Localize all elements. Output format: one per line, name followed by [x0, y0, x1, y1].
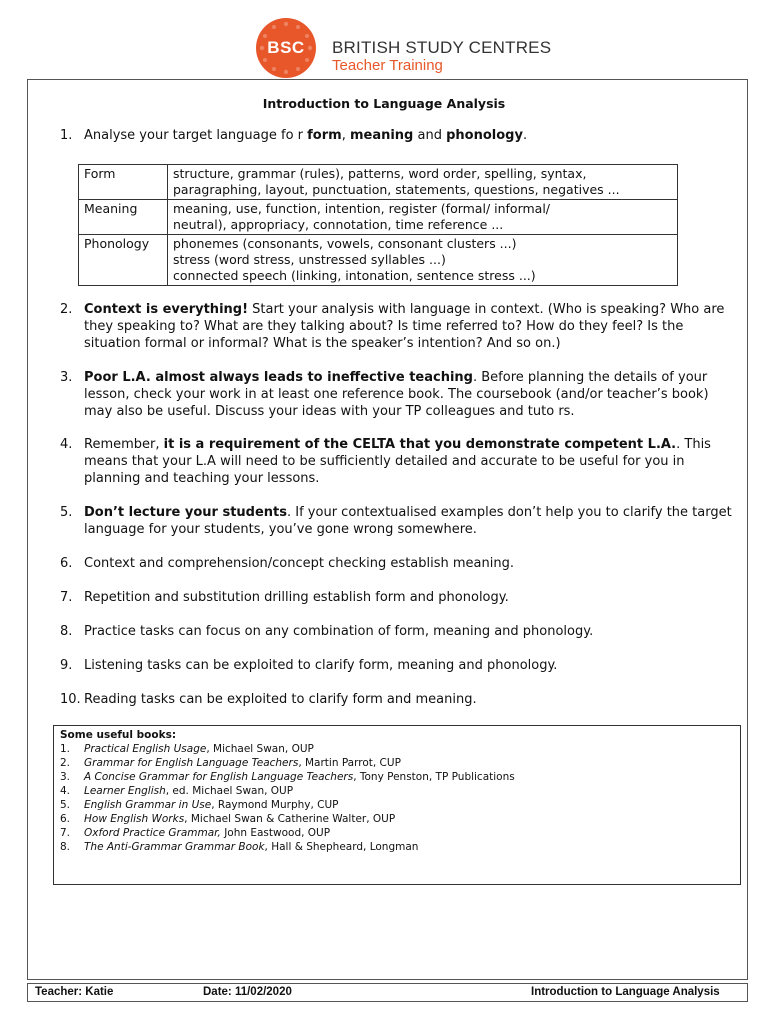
item-number: 4.: [60, 437, 73, 452]
item-number: 1.: [60, 128, 73, 143]
page-footer: [27, 983, 748, 1002]
books-heading: Some useful books:: [60, 729, 177, 741]
aspect-name: Form: [79, 165, 168, 200]
table-row: [79, 165, 678, 200]
footer-date: Date: 11/02/2020: [203, 986, 292, 998]
item-number: 3.: [60, 370, 73, 385]
book-entry: 6. How English Works, Michael Swan & Catherine Walter, OUP: [60, 813, 396, 825]
logo-initials: BSC: [267, 38, 305, 57]
item-number: 7.: [60, 590, 73, 605]
item-number: 9.: [60, 658, 73, 673]
page-title: Introduction to Language Analysis: [262, 96, 506, 111]
book-entry: 1. Practical English Usage, Michael Swan, OUP: [60, 743, 314, 755]
book-entry: 5. English Grammar in Use, Raymond Murphy, CUP: [60, 799, 339, 811]
item-text: Context is everything! Start your analysis with language in context. (Who is speaking? Who are they speaking to? What are they talking about? Is time referred to? How do they feel? Is the situation formal or informal? What is the speaker’s intention? And so on.): [84, 302, 725, 351]
bsc-logo: [256, 18, 556, 80]
brand-subtitle: Teacher Training: [332, 57, 443, 74]
table-row: [79, 235, 678, 286]
book-entry: 4. Learner English, ed. Michael Swan, OUP: [60, 785, 294, 797]
item-number: 2.: [60, 302, 73, 317]
logo-sunburst-icon: [256, 18, 316, 78]
item-text: Context and comprehension/concept checking establish meaning.: [84, 556, 514, 571]
aspect-description: structure, grammar (rules), patterns, word order, spelling, syntax, paragraphing, layout, punctuation, statements, questions, negatives ...: [168, 165, 678, 200]
item-text: Repetition and substitution drilling establish form and phonology.: [84, 590, 509, 605]
language-aspects-table: [78, 164, 678, 286]
book-entry: 8. The Anti-Grammar Grammar Book, Hall & Shepheard, Longman: [60, 841, 419, 853]
item-text: Remember, it is a requirement of the CELTA that you demonstrate competent L.A.. This means that your L.A will need to be sufficiently detailed and accurate to be useful for you in planning and teaching your lessons.: [84, 437, 711, 486]
item-number: 6.: [60, 556, 73, 571]
item-number: 10.: [60, 692, 81, 707]
item-text: Don’t lecture your students. If your contextualised examples don’t help you to clarify the target language for your students, you’ve gone wrong somewhere.: [84, 505, 732, 537]
footer-teacher: Teacher: Katie: [35, 986, 114, 998]
item-text: Poor L.A. almost always leads to ineffective teaching. Before planning the details of your lesson, check your work in at least one reference book. The coursebook (and/or teacher’s book) may also be useful. Discuss your ideas with your TP colleagues and tuto rs.: [84, 370, 709, 419]
item-number: 5.: [60, 505, 73, 520]
item-number: 8.: [60, 624, 73, 639]
book-entry: 7. Oxford Practice Grammar, John Eastwood, OUP: [60, 827, 331, 839]
brand-name: BRITISH STUDY CENTRES: [332, 38, 552, 57]
aspect-description: meaning, use, function, intention, register (formal/ informal/ neutral), appropriacy, connotation, time reference ...: [168, 200, 678, 235]
useful-books-box: [53, 725, 741, 885]
item-text: Reading tasks can be exploited to clarify form and meaning.: [84, 692, 477, 707]
aspect-name: Phonology: [79, 235, 168, 286]
book-entry: 3. A Concise Grammar for English Language Teachers, Tony Penston, TP Publications: [60, 771, 515, 783]
item-text: Practice tasks can focus on any combination of form, meaning and phonology.: [84, 624, 594, 639]
item-text: Listening tasks can be exploited to clarify form, meaning and phonology.: [84, 658, 558, 673]
footer-topic: Introduction to Language Analysis: [531, 986, 720, 998]
aspect-name: Meaning: [79, 200, 168, 235]
book-entry: 2. Grammar for English Language Teachers, Martin Parrot, CUP: [60, 757, 401, 769]
table-row: [79, 200, 678, 235]
item-text: Analyse your target language fo r form, meaning and phonology.: [84, 128, 528, 143]
aspect-description: phonemes (consonants, vowels, consonant clusters ...) stress (word stress, unstressed syllables ...) connected speech (linking, intonation, sentence stress ...): [168, 235, 678, 286]
